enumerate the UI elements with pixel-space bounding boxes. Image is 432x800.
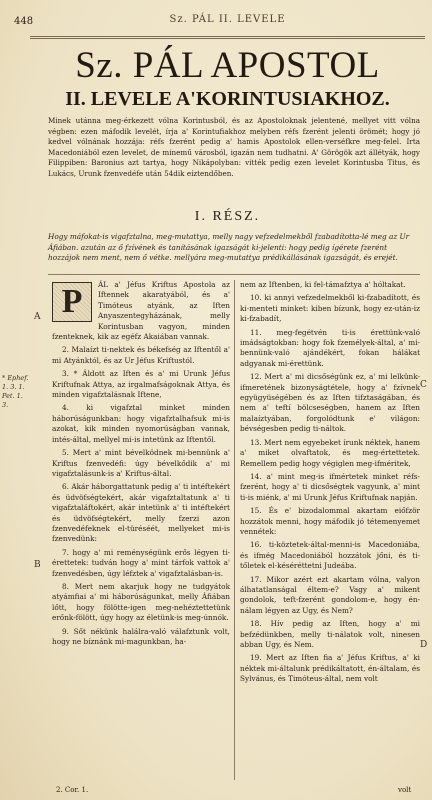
running-head-title: Sz. PÁL II. LEVELE	[169, 14, 286, 25]
margin-letter-b: B	[34, 560, 41, 570]
header-rule	[30, 36, 425, 37]
verse: 17. Mikor azért ezt akartam vólna, valyon álhatatlanságal éltem-e? Vagy a' mikent gondolok, teft-fzerént gondolom-e, hogy én-nálam légyen az Ugy, és Nem?	[240, 574, 420, 615]
introduction-paragraph: Minek utánna meg-érkezett vólna Korintusból, és az Apostoloknak jelentené, mellyet vitt vólna végben: ezen máfodik levelét, írja a' Korintufiakhoz melyben réfs fzerént jelenti örömét; hogy jó kedvel vólnának hozzája: réfs fzerént pedig a' hamis Apostolok ellen-verséfkre meg-felel. Irta Macedoniából ezen levelet, de minemű városból, igazán nem tudhatni. A' Görögök azt állétyák, hogy Filippiben: Baronius azt tartya, hogy Nikápolyban: vitték pedig ezen levelet Korintusba Titus, és Lukács, Urunk fzenvedéfe után 54dik eíztendőben.	[48, 116, 420, 178]
verse: 14. a' mint meg-is ifmértetek minket réfs-fzerént, hogy a' ti dicsőségtek vagyunk, a' mint ti-is miénk, a' mi Urunk Jéfus Kriftufnak napján.	[240, 471, 420, 502]
margin-letter-c: C	[420, 380, 427, 390]
chapter-subtitle: II. LEVELE A'KORINTUSIAKHOZ.	[65, 88, 390, 110]
verse: 2. Malaízt ti-nektek és békefség az Iftentől a' mi Atyánktól, és az Ur Jéfus Kriftustól.	[52, 345, 230, 365]
verse: 16. ti-köztetek-által-menni-is Macedoniába, és ifmég Macedoniából hozzátok jőni, és ti-tőletek el-késéréttetni Judeába.	[240, 540, 420, 571]
verse: 9. Sőt nékünk halálra-való válafztunk volt, hogy ne bíznánk mi-magunkban, ha-	[52, 626, 230, 646]
verse: 3. * Áldott az Iften és a' mi Urunk Jéfus Kriftufnak Attya, az irgalmafságoknak Attya, és minden vigafztalásnak Iftene,	[52, 369, 230, 400]
footer-signature: 2. Cor. 1.	[56, 786, 89, 794]
running-header	[30, 14, 425, 32]
verse: 12. Mert a' mi dicsőségünk ez, a' mi lelkünk-ifmeretének bizonyságtétele, hogy a' fzívnek együgyüségében és az Iften tifztaságában, és nem a' teftí bölcseségben, hanem az Iften malaíztyában, forgolódtunk e' világon: bévségesben pedig ti-náltok.	[240, 372, 420, 434]
verse: 4. ki vigafztal minket minden háborúságunkban: hogy vigafztalhafsuk mi-is azokat, kik minden nyomorúságban vannak, intés-által, mellyel mi-is intetünk az Iftentől.	[52, 403, 230, 444]
footer-catchword: volt	[398, 786, 412, 794]
argument-rule	[48, 274, 420, 275]
chapter-title: Sz. PÁL APOSTOL	[75, 45, 380, 86]
verse: 11. meg-fegétvén ti-is érettünk-való imádságtokban: hogy fok fzemélyek-által, a' mi-bennünk-való ajándékért, fokan hálákat adgyanak mi-érettünk.	[240, 327, 420, 368]
verse: nem az Iftenben, ki fel-támafztya a' hóltakat.	[240, 280, 406, 289]
margin-letter-a: A	[34, 312, 41, 322]
verse: 13. Mert nem egyebeket írunk néktek, hanem a' miket olvaftatok, és meg-értettetek. Remellem pedig hogy végiglen meg-ifméritek,	[240, 437, 420, 468]
page-number: 448	[14, 16, 34, 27]
drop-cap-initial: P	[52, 282, 92, 322]
margin-cross-reference: * Ephef. 1. 3. 1. Pet. 1. 3.	[2, 374, 29, 409]
right-column	[240, 280, 420, 688]
verse: 7. hogy a' mi reménységünk erős légyen ti-érettetek: tudván hogy a' mint tárfok vattok a' fzenvedésben, úgy léfztek a' vigafztalásban-is.	[52, 547, 230, 578]
margin-letter-d: D	[420, 640, 428, 650]
chapter-argument: Hogy máfokat-is vigafztalna, meg-mutattya, melly nagy vefzedelmekből fzabadította-lé meg az Ur Áfiában. azután az ő fzívének és tanításának igazságát ki-jelenti: hogy pedig ígérete fzerént hozzájok nem ment, nem ő vétke. mellyára meg-mutattya prédikállásának igazságát, és erejét.	[48, 232, 410, 263]
part-heading: I. RÉSZ.	[194, 209, 261, 224]
verse: 15. És e' bizodalommal akartam eiőfzör hozzátok menni, hogy máfodik jó tétemenyemet vennétek:	[240, 506, 420, 536]
verse: 19. Mert az Iften fia a' Jéfus Kriftus, a' ki néktek mi-általunk prédikáltatott, én-általam, és Sylvánus, és Timóteus-által, nem volt	[240, 653, 420, 684]
verse: 18. Hív pedig az Iften, hogy a' mi befzédünkben, melly ti-nálatok volt, ninesen abban Ugy, és Nem.	[240, 619, 420, 649]
left-column	[52, 280, 230, 650]
column-divider	[234, 280, 235, 780]
verse: ÁL a' Jéfus Kriftus Apostola az Iftennek akaratyából, és a' Timóteus atyánk, az Iften Anyaszentegyházának, melly Korintusban vagyon, minden fzenteknek, kik az egéfz Akaiában vannak.	[52, 280, 230, 342]
verse: 6. Akár háborgattatunk pedig a' ti intéftekért és üdvöfségtekért, akár vigafztaltatunk a' ti vigafztaláftokért, akár intetünk a' ti intéftekért és üdvöfségtekért, melly fzerzi azon fzenvedéfeknek el-türéséét, mellyeket mi-is fzenvedünk:	[52, 482, 230, 544]
verse: 10. ki annyi vefzedelmekből ki-fzabadított, és ki-menteti minket: kiben bízunk, hogy ez-után-iz ki-fzabadít,	[240, 293, 420, 324]
header-rule-double	[30, 38, 425, 39]
verse: 8. Mert nem akarjuk hogy ne tudgyátok atyámfiai a' mi háborúságunkat, melly Áfiában lőtt, hogy fölötte-igen meg-nehéztettetünk erőnk-fölött, úgy hogy az életünk-is meg-únnók.	[52, 581, 230, 623]
verse: 5. Mert a' mint bévelködnek mi-bennünk a' Kriftus fzenvedéfi: úgy bévelkődik a' mi vigafztalásunk-is a' Kriftus-által.	[52, 448, 230, 478]
